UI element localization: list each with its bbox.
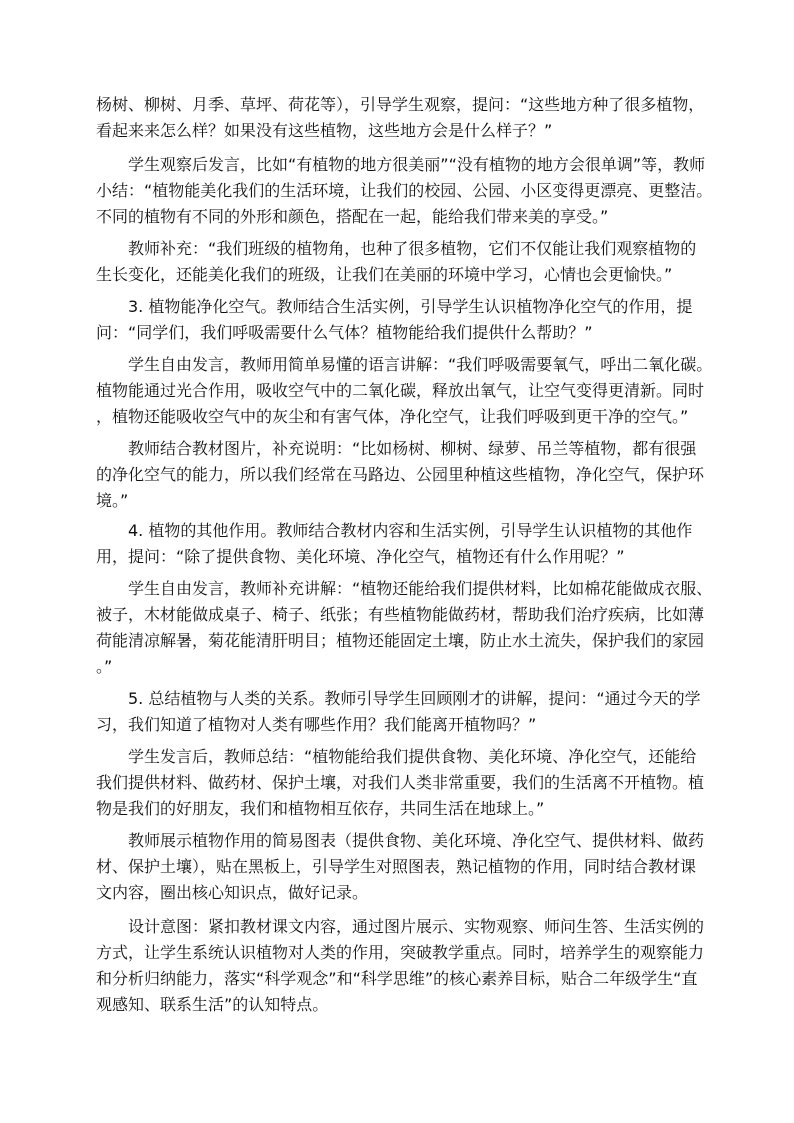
paragraph-3 bbox=[96, 236, 700, 288]
text-line: 看起来来怎么样？如果没有这些植物，这些地方会是什么样子？” bbox=[96, 121, 553, 140]
text-line: 我们提供材料、做药材、保护土壤，对我们人类非常重要，我们的生活离不开植物。植 bbox=[96, 773, 705, 792]
text-line: 的净化空气的能力，所以我们经常在马路边、公园里种植这些植物，净化空气，保护环 bbox=[96, 465, 705, 484]
text-line: 学生观察后发言，比如“有植物的地方很美丽”“没有植物的地方会很单调”等，教师 bbox=[128, 155, 706, 174]
text-line: 方式，让学生系统认识植物对人类的作用，突破教学重点。同时，培养学生的观察能力 bbox=[96, 943, 705, 962]
text-line: 生长变化，还能美化我们的班级，让我们在美丽的环境中学习，心情也会更愉快。” bbox=[96, 265, 673, 284]
text-line: 3. 植物能净化空气。教师结合生活实例，引导学生认识植物净化空气的作用，提 bbox=[128, 297, 693, 316]
text-line: 。” bbox=[96, 657, 113, 676]
text-line: 教师结合教材图片，补充说明：“比如杨树、柳树、绿萝、吊兰等植物，都有很强 bbox=[128, 439, 697, 458]
paragraph-1 bbox=[96, 92, 705, 144]
paragraph-7 bbox=[96, 518, 700, 570]
text-line: 习，我们知道了植物对人类有哪些作用？我们能离开植物吗？” bbox=[96, 715, 537, 734]
text-line: 小结：“植物能美化我们的生活环境，让我们的校园、公园、小区变得更漂亮、更整洁。 bbox=[96, 181, 713, 200]
text-line: 植物能通过光合作用，吸收空气中的二氧化碳，释放出氧气，让空气变得更清新。同时 bbox=[96, 381, 705, 400]
text-line: 被子，木材能做成桌子、椅子、纸张；有些植物能做药材，帮助我们治疗疾病，比如薄 bbox=[96, 605, 705, 624]
paragraph-10 bbox=[96, 744, 705, 822]
paragraph-6 bbox=[96, 436, 705, 514]
text-line: 学生发言后，教师总结：“植物能给我们提供食物、美化环境、净化空气，还能给 bbox=[128, 747, 697, 766]
text-line: 学生自由发言，教师用简单易懂的语言讲解：“我们呼吸需要氧气，呼出二氧化碳。 bbox=[128, 355, 713, 374]
text-line: 教师展示植物作用的简易图表（提供食物、美化环境、净化空气、提供材料、做药 bbox=[128, 831, 705, 850]
text-line: 观感知、联系生活”的认知特点。 bbox=[96, 995, 329, 1014]
text-line: 教师补充：“我们班级的植物角，也种了很多植物，它们不仅能让我们观察植物的 bbox=[128, 239, 697, 258]
paragraph-8 bbox=[96, 576, 713, 680]
text-line: 杨树、柳树、月季、草坪、荷花等），引导学生观察，提问：“这些地方种了很多植物， bbox=[96, 95, 705, 114]
paragraph-9 bbox=[96, 686, 700, 738]
text-line: 问：“同学们，我们呼吸需要什么气体？植物能给我们提供什么帮助？” bbox=[96, 323, 593, 342]
text-line: 4. 植物的其他作用。教师结合教材内容和生活实例，引导学生认识植物的其他作 bbox=[128, 521, 693, 540]
paragraph-12 bbox=[96, 914, 705, 1018]
text-line: 设计意图：紧扣教材课文内容，通过图片展示、实物观察、师问生答、生活实例的 bbox=[128, 917, 705, 936]
paragraph-5 bbox=[96, 352, 713, 430]
text-line: 荷能清凉解暑，菊花能清肝明目；植物还能固定土壤，防止水土流失，保护我们的家园 bbox=[96, 631, 705, 650]
text-line: 境。” bbox=[96, 491, 129, 510]
text-line: 和分析归纳能力，落实“科学观念”和“科学思维”的核心素养目标，贴合二年级学生“直 bbox=[96, 969, 698, 988]
text-line: 材、保护土壤），贴在黑板上，引导学生对照图表，熟记植物的作用，同时结合教材课 bbox=[96, 857, 697, 876]
text-line: 用，提问：“除了提供食物、美化环境、净化空气，植物还有什么作用呢？” bbox=[96, 547, 625, 566]
paragraph-11 bbox=[96, 828, 705, 906]
text-line: 文内容，圈出核心知识点，做好记录。 bbox=[96, 883, 369, 902]
text-line: 不同的植物有不同的外形和颜色，搭配在一起，能给我们带来美的享受。” bbox=[96, 207, 609, 226]
text-line: 物是我们的好朋友，我们和植物相互依存，共同生活在地球上。” bbox=[96, 799, 545, 818]
paragraph-2 bbox=[96, 152, 713, 230]
text-line: 5. 总结植物与人类的关系。教师引导学生回顾刚才的讲解，提问：“通过今天的学 bbox=[128, 689, 701, 708]
text-line: ，植物还能吸收空气中的灰尘和有害气体，净化空气，让我们呼吸到更干净的空气。” bbox=[96, 407, 689, 426]
paragraph-4 bbox=[96, 294, 700, 346]
text-line: 学生自由发言，教师补充讲解：“植物还能给我们提供材料，比如棉花能做成衣服、 bbox=[128, 579, 713, 598]
